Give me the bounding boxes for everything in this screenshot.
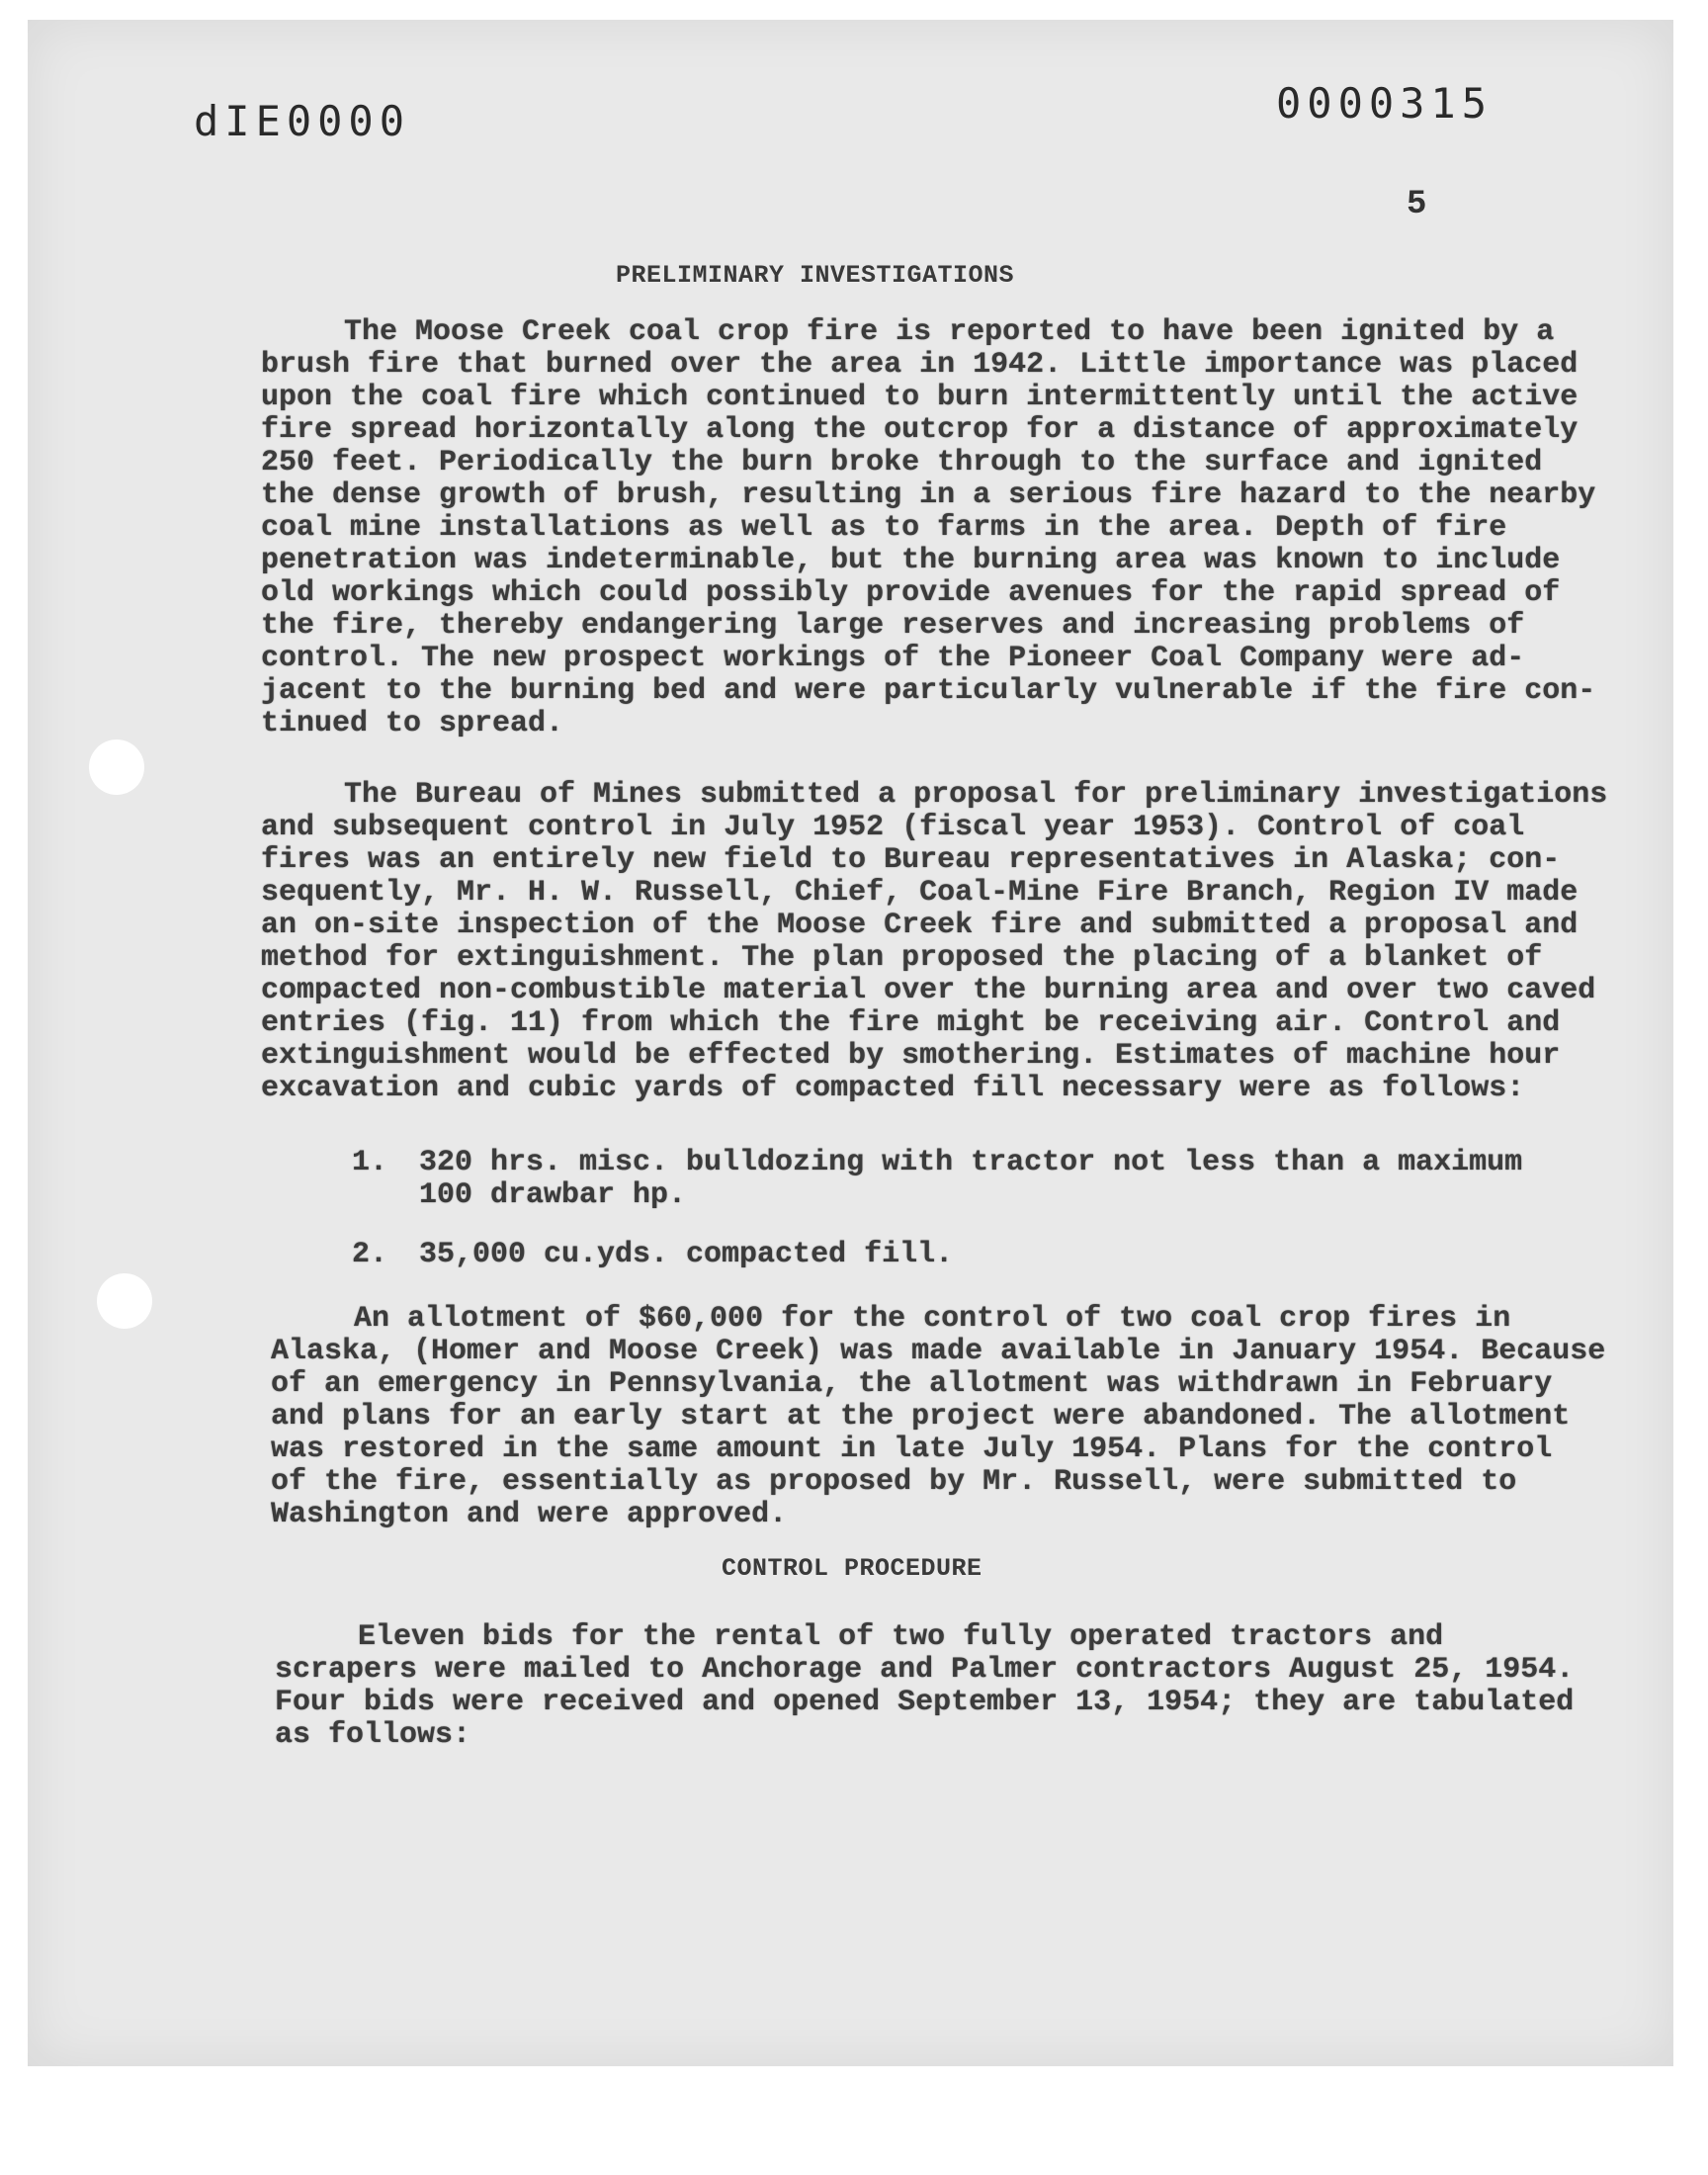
paragraph-line: An allotment of $60,000 for the control of two coal crop fires in bbox=[354, 1302, 1511, 1336]
paragraph-line: The Bureau of Mines submitted a proposal for preliminary investigations bbox=[344, 778, 1608, 812]
paragraph-line: fires was an entirely new field to Bureau representatives in Alaska; con- bbox=[261, 843, 1561, 877]
paragraph-line: control. The new prospect workings of the Pioneer Coal Company were ad- bbox=[261, 642, 1525, 675]
paragraph-line: old workings which could possibly provide avenues for the rapid spread of bbox=[261, 576, 1561, 610]
list-item-text: 35,000 cu.yds. compacted fill. bbox=[419, 1238, 954, 1271]
paragraph-line: of an emergency in Pennsylvania, the allotment was withdrawn in February bbox=[271, 1367, 1553, 1401]
document-page bbox=[28, 20, 1673, 2066]
paragraph-line: 250 feet. Periodically the burn broke through to the surface and ignited bbox=[261, 446, 1543, 479]
paragraph-line: scrapers were mailed to Anchorage and Palmer contractors August 25, 1954. bbox=[275, 1653, 1575, 1687]
paragraph-line: penetration was indeterminable, but the burning area was known to include bbox=[261, 544, 1561, 577]
paragraph-line: brush fire that burned over the area in 1942. Little importance was placed bbox=[261, 348, 1579, 382]
section-heading-control: CONTROL PROCEDURE bbox=[722, 1554, 982, 1583]
paragraph-line: sequently, Mr. H. W. Russell, Chief, Coal-Mine Fire Branch, Region IV made bbox=[261, 876, 1579, 910]
list-item-number: 1. bbox=[352, 1146, 388, 1179]
paragraph-line: fire spread horizontally along the outcrop for a distance of approximately bbox=[261, 413, 1579, 447]
paragraph-line: extinguishment would be effected by smothering. Estimates of machine hour bbox=[261, 1039, 1561, 1073]
paragraph-line: an on-site inspection of the Moose Creek fire and submitted a proposal and bbox=[261, 909, 1579, 942]
paragraph-line: excavation and cubic yards of compacted fill necessary were as follows: bbox=[261, 1072, 1525, 1105]
paragraph-line: jacent to the burning bed and were particularly vulnerable if the fire con- bbox=[261, 674, 1596, 708]
paragraph-line: compacted non-combustible material over the burning area and over two caved bbox=[261, 974, 1596, 1007]
paragraph-line: as follows: bbox=[275, 1718, 471, 1752]
section-heading-preliminary: PRELIMINARY INVESTIGATIONS bbox=[616, 261, 1015, 290]
paragraph-line: Four bids were received and opened September 13, 1954; they are tabulated bbox=[275, 1686, 1575, 1719]
paragraph-line: of the fire, essentially as proposed by Mr. Russell, were submitted to bbox=[271, 1465, 1517, 1499]
paragraph-line: The Moose Creek coal crop fire is reported to have been ignited by a bbox=[344, 315, 1555, 349]
paragraph-line: was restored in the same amount in late July 1954. Plans for the control bbox=[271, 1433, 1553, 1466]
paragraph-line: and plans for an early start at the project were abandoned. The allotment bbox=[271, 1400, 1571, 1434]
paragraph-line: method for extinguishment. The plan proposed the placing of a blanket of bbox=[261, 941, 1543, 975]
punch-hole bbox=[89, 740, 144, 795]
paragraph-line: the fire, thereby endangering large reserves and increasing problems of bbox=[261, 609, 1525, 643]
paragraph-line: Alaska, (Homer and Moose Creek) was made available in January 1954. Because bbox=[271, 1335, 1606, 1368]
paragraph-line: coal mine installations as well as to farms in the area. Depth of fire bbox=[261, 511, 1507, 545]
page-number: 5 bbox=[1407, 186, 1427, 223]
paragraph-line: upon the coal fire which continued to burn intermittently until the active bbox=[261, 381, 1579, 414]
paragraph-line: the dense growth of brush, resulting in a serious fire hazard to the nearby bbox=[261, 478, 1596, 512]
paragraph-line: entries (fig. 11) from which the fire might be receiving air. Control and bbox=[261, 1006, 1561, 1040]
paragraph-line: Eleven bids for the rental of two fully operated tractors and bbox=[358, 1620, 1444, 1654]
list-item-text: 100 drawbar hp. bbox=[419, 1178, 687, 1212]
paragraph-line: tinued to spread. bbox=[261, 707, 564, 740]
punch-hole bbox=[97, 1273, 152, 1329]
paragraph-line: Washington and were approved. bbox=[271, 1498, 788, 1531]
list-item-number: 2. bbox=[352, 1238, 388, 1271]
paragraph-line: and subsequent control in July 1952 (fiscal year 1953). Control of coal bbox=[261, 811, 1525, 844]
document-stamp-right: 0000315 bbox=[1276, 79, 1494, 128]
list-item-text: 320 hrs. misc. bulldozing with tractor not less than a maximum bbox=[419, 1146, 1523, 1179]
document-stamp-left: dIE0000 bbox=[194, 97, 411, 145]
